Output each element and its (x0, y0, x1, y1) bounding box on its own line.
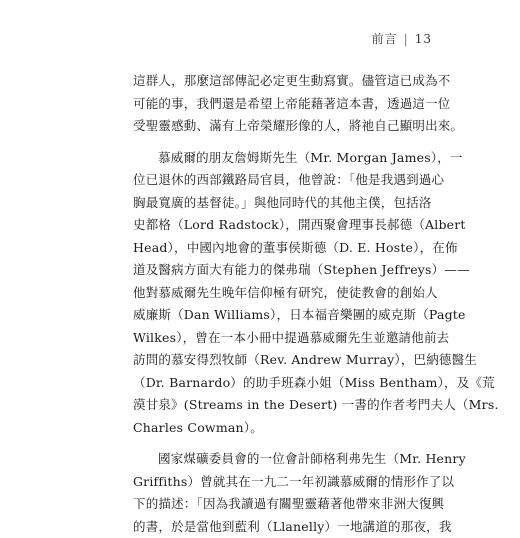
text-line: 胸最寬廣的基督徒。」與他同時代的其他主僕，包括洛 (133, 192, 397, 215)
running-head-separator: | (404, 32, 409, 46)
text-line: 道及醫病方面大有能力的傑弗瑞（Stephen Jeffreys）—— (133, 259, 397, 282)
running-head (372, 30, 432, 47)
page-number: 13 (415, 32, 432, 46)
text-line: 下的描述：「因為我讀過有關聖靈藉著他帶來非洲大復興 (133, 493, 397, 516)
text-line: 這群人，那麼這部傳記必定更生動寫實。儘管這已成為不 (133, 70, 397, 93)
text-line: Wilkes），曾在一本小冊中提過慕威爾先生並邀請他前去 (133, 327, 397, 350)
text-line: 威廉斯（Dan Williams），日本福音樂團的威克斯（Pagte (133, 304, 397, 327)
text-line: 的書，於是當他到藍利（Llanelly）一地講道的那夜，我 (133, 516, 397, 538)
paragraph-3 (133, 448, 397, 538)
text-line: 受聖靈感動、滿有上帝榮耀形像的人，將祂自己顯明出來。 (133, 115, 397, 138)
text-line: 位已退休的西部鐵路局官員，他曾說：「他是我遇到過心 (133, 169, 397, 192)
paragraph-2 (133, 147, 397, 440)
text-line: 可能的事，我們還是希望上帝能藉著這本書，透過這一位 (133, 93, 397, 116)
text-line: Head），中國內地會的董事侯斯德（D. E. Hoste），在佈 (133, 237, 397, 260)
text-line: 國家煤礦委員會的一位會計師格利弗先生（Mr. Henry (133, 448, 397, 471)
running-head-title: 前言 (372, 30, 398, 47)
text-line: Griffiths）曾就其在一九二一年初識慕威爾的情形作了以 (133, 471, 397, 494)
text-line: 史都格（Lord Radstock），開西聚會理事長郝德（Albert (133, 214, 397, 237)
text-line: 訪問的慕安得烈牧師（Rev. Andrew Murray），巴納德醫生 (133, 349, 397, 372)
text-line: 慕威爾的朋友詹姆斯先生（Mr. Morgan James），一 (133, 147, 397, 170)
body-text (133, 70, 397, 538)
text-line: （Dr. Barnardo）的助手班森小姐（Miss Bentham），及《荒 (133, 372, 397, 395)
text-line: Charles Cowman）。 (133, 417, 397, 440)
text-line: 他對慕威爾先生晚年信仰極有研究，使徒教會的創始人 (133, 282, 397, 305)
text-line: 漠甘泉》(Streams in the Desert) 一書的作者考門夫人（Mrs. (133, 394, 397, 417)
paragraph-1 (133, 70, 397, 138)
